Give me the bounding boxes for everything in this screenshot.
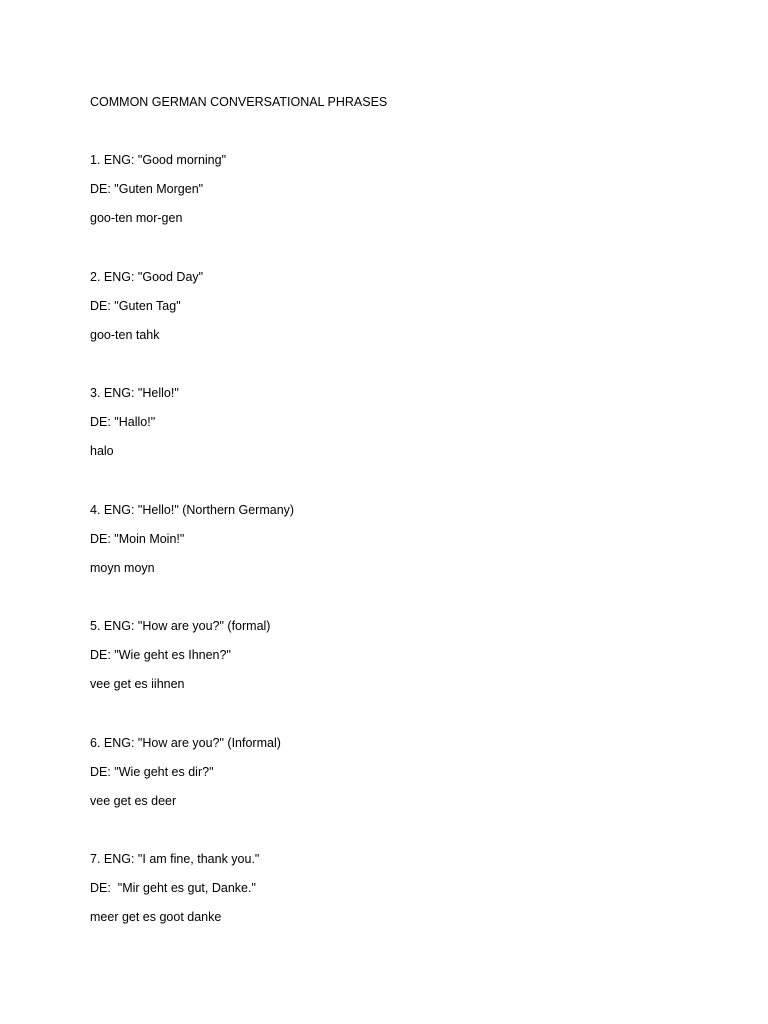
phrase-4-english: 4. ENG: "Hello!" (Northern Germany) [90, 503, 295, 517]
phrase-3-german: DE: "Hallo!" [90, 415, 156, 429]
phrase-3-english: 3. ENG: "Hello!" [90, 386, 179, 400]
document-title: COMMON GERMAN CONVERSATIONAL PHRASES [90, 95, 388, 109]
phrase-6-english: 6. ENG: "How are you?" (Informal) [90, 736, 281, 750]
phrase-5-english: 5. ENG: "How are you?" (formal) [90, 619, 271, 633]
phrase-5-german: DE: "Wie geht es Ihnen?" [90, 648, 231, 662]
phrase-2-german: DE: "Guten Tag" [90, 299, 181, 313]
phrase-4-german: DE: "Moin Moin!" [90, 532, 185, 546]
phrase-7-pronunciation: meer get es goot danke [90, 910, 222, 924]
phrase-3-pronunciation: halo [90, 444, 114, 458]
phrase-1-german: DE: "Guten Morgen" [90, 182, 204, 196]
phrase-7-english: 7. ENG: "I am fine, thank you." [90, 852, 260, 866]
phrase-5-pronunciation: vee get es iihnen [90, 677, 185, 691]
phrase-6-german: DE: "Wie geht es dir?" [90, 765, 214, 779]
phrase-6-pronunciation: vee get es deer [90, 794, 177, 808]
phrase-2-pronunciation: goo-ten tahk [90, 328, 160, 342]
phrase-1-english: 1. ENG: "Good morning" [90, 153, 227, 167]
phrase-4-pronunciation: moyn moyn [90, 561, 155, 575]
phrase-1-pronunciation: goo-ten mor-gen [90, 211, 183, 225]
phrase-7-german: DE: "Mir geht es gut, Danke." [90, 881, 256, 895]
phrase-2-english: 2. ENG: "Good Day" [90, 270, 204, 284]
